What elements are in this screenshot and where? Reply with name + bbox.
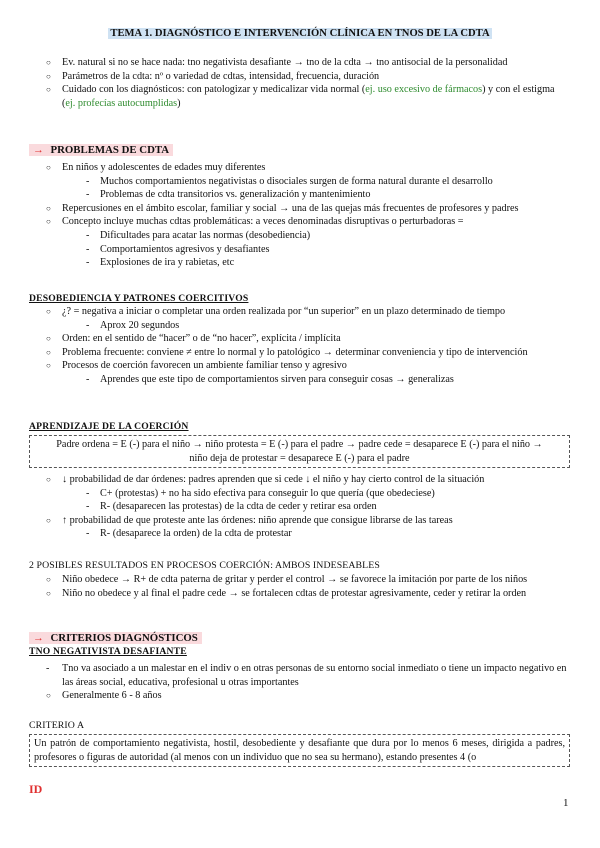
sub-item: - R- (desaparecen las protestas) de la cdta de ceder y retirar esa orden (86, 501, 377, 513)
bullet-icon: ○ (46, 217, 51, 227)
list-item: ○ Concepto incluye muchas cdtas problemáticas: a veces denominadas disruptivas o perturbadoras = (46, 216, 464, 228)
page-title: TEMA 1. DIAGNÓSTICO E INTERVENCIÓN CLÍNICA EN TNOS DE LA CDTA (110, 28, 490, 39)
bullet-icon: ○ (46, 163, 51, 172)
criterios-list (0, 662, 600, 703)
sub-item: - C+ (protestas) + no ha sido efectiva para conseguir lo que quería (que obedeciese) (86, 487, 435, 499)
arrow-icon: → (33, 144, 44, 156)
bullet-icon: ○ (46, 203, 51, 213)
list-item: ○ Generalmente 6 - 8 años (46, 690, 162, 702)
bullet-icon: ○ (46, 691, 51, 701)
bullet-icon: ○ (46, 334, 51, 344)
section-heading-criterios: → CRITERIOS DIAGNÓSTICOS (29, 632, 202, 646)
sub-item: - Muchos comportamientos negativistas o disociales surgen de forma natural durante el desarrollo (86, 175, 493, 187)
bullet-icon: ○ (46, 475, 51, 484)
bullet-icon: ○ (46, 347, 51, 357)
example-note: ej. profecías autocumplidas (65, 97, 178, 109)
list-item: ○ Orden: en el sentido de “hacer” o de “no hacer”, explícita / implícita (46, 333, 341, 345)
bullet-icon: ○ (46, 58, 51, 67)
list-item: ○ En niños y adolescentes de edades muy diferentes (46, 162, 266, 173)
problemas-list (0, 161, 600, 270)
sub-item: - Dificultades para acatar las normas (desobediencia) (86, 229, 311, 241)
list-item: ○ ¿? = negativa a iniciar o completar una orden realizada por “un superior” en un plazo determinado de tiempo (46, 306, 506, 317)
list-item: ○ ↓ probabilidad de dar órdenes: padres aprenden que si cede ↓ el niño y hay cierto control de la situación (46, 474, 485, 485)
sub-item: - Aprendes que este tipo de comportamientos sirven para conseguir cosas → generalizas (86, 373, 454, 385)
list-item: ○ Parámetros de la cdta: nº o variedad de cdtas, intensidad, frecuencia, duración (46, 70, 380, 82)
list-item: ○ Niño obedece → R+ de cdta paterna de gritar y perder el control → se favorece la imitación por parte de los niños (46, 574, 528, 585)
sub-item: - R- (desaparece la orden) de la cdta de protestar (86, 528, 292, 540)
list-item: ○ Repercusiones en el ámbito escolar, familiar y social → una de las quejas más frecuentes de profesores y padres (46, 202, 519, 214)
sub-item: - Aprox 20 segundos (86, 319, 180, 331)
sub-item: - Comportamientos agresivos y desafiantes (86, 243, 270, 255)
bullet-icon: ○ (46, 588, 51, 598)
list-item: ○ ↑ probabilidad de que proteste ante las órdenes: niño aprende que consigue librarse de las tareas (46, 514, 453, 526)
bullet-icon: ○ (46, 575, 51, 584)
criterio-a-box: Un patrón de comportamiento negativista, hostil, desobediente y desafiante que dura por lo menos 6 meses, dirigida a padres, profesores o figuras de autoridad (al menos con un individuo que no sea su hermano), estando presentes 4 (o (29, 734, 570, 767)
example-note: ej. uso excesivo de fármacos (365, 84, 483, 96)
results-list (0, 573, 600, 600)
list-item: ○ Procesos de coerción favorecen un ambiente familiar tenso y agresivo (46, 360, 347, 372)
list-item: ○ Cuidado con los diagnósticos: con patologizar y medicalizar vida normal (ej. uso excesivo de fármacos) y con el estigma (ej. profecías autocumplidas) (46, 84, 555, 109)
arrow-icon: → (33, 632, 44, 644)
list-item: ○ Problema frecuente: conviene ≠ entre lo normal y lo patológico → determinar conveniencia y tipo de intervención (46, 346, 528, 358)
subheading-coercion: APRENDIZAJE DE LA COERCIÓN (29, 421, 189, 432)
id-tag: ID (29, 782, 43, 796)
results-heading: 2 POSIBLES RESULTADOS EN PROCESOS COERCIÓN: AMBOS INDESEABLES (29, 560, 380, 571)
bullet-icon: ○ (46, 71, 51, 81)
subheading-tno-negativista: TNO NEGATIVISTA DESAFIANTE (29, 646, 187, 657)
list-item: ○ Ev. natural si no se hace nada: tno negativista desafiante → tno de la cdta → tno antisocial de la personalidad (46, 57, 508, 68)
list-item: - Tno va asociado a un malestar en el indiv o en otras personas de su entorno social inmediato o tiene un impacto negativo en las áreas social, educativa, profesional u otras importantes (46, 663, 567, 688)
coercion-list (0, 473, 600, 541)
bullet-icon: ○ (46, 515, 51, 525)
sub-item: - Problemas de cdta transitorios vs. generalización y mantenimiento (86, 189, 371, 201)
bullet-icon: ○ (46, 85, 51, 95)
section-heading-problemas: → PROBLEMAS DE CDTA (29, 144, 173, 158)
list-item: ○ Niño no obedece y al final el padre cede → se fortalecen cdtas de protestar agresivamente, ceder y retirar la orden (46, 587, 527, 599)
desobediencia-list (0, 305, 600, 387)
coercion-cycle-box: Padre ordena = E (-) para el niño → niño protesta = E (-) para el padre → padre cede = desaparece E (-) para el niño → niño deja de protestar = desaparece E (-) para el padre (29, 435, 570, 468)
intro-list (0, 56, 600, 110)
bullet-icon: ○ (46, 307, 51, 316)
sub-item: - Explosiones de ira y rabietas, etc (86, 257, 235, 269)
bullet-icon: ○ (46, 361, 51, 371)
criterio-a-heading: CRITERIO A (29, 720, 85, 731)
subheading-desobediencia: DESOBEDIENCIA Y PATRONES COERCITIVOS (29, 293, 249, 304)
page-number: 1 (563, 797, 569, 809)
